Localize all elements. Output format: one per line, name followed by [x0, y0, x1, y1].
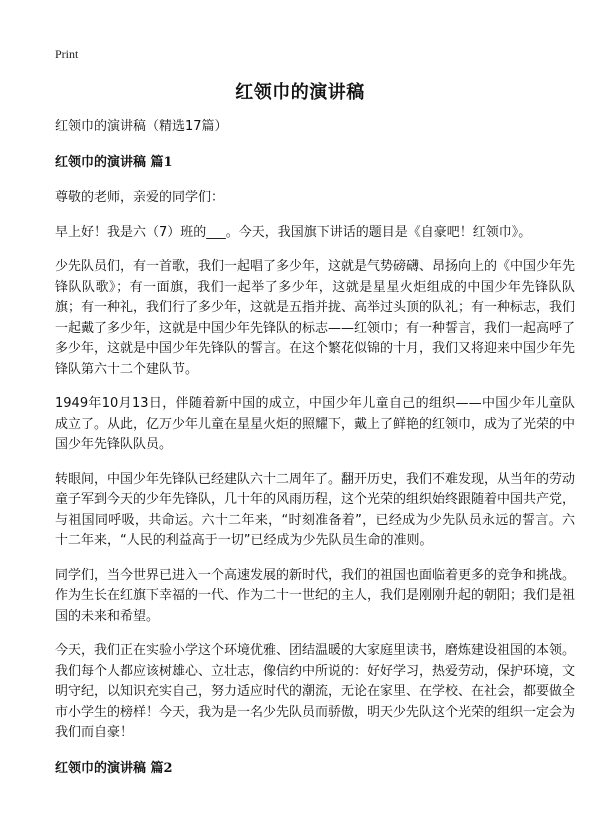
- page-title: 红领巾的演讲稿: [235, 82, 365, 103]
- section-heading-1: 红领巾的演讲稿 篇1: [55, 155, 173, 170]
- print-link[interactable]: Print: [55, 47, 79, 61]
- paragraph-1: 早上好！我是六（7）班的___。今天，我国旗下讲话的题目是《自豪吧！红领巾》。: [55, 224, 532, 240]
- section-heading-2: 红领巾的演讲稿 篇2: [55, 760, 173, 776]
- document-body: [55, 116, 575, 794]
- paragraph-6: 今天，我们正在实验小学这个环境优雅、团结温暖的大家庭里读书，磨炼建设祖国的本领。我们每个人都应该树雄心、立壮志，像信约中所说的：好好学习，热爱劳动，保护环境，文明守纪，以知识充实自己，努力适应时代的潮流，无论在家里、在学校、在社会，都要做全市小学生的榜样！今天，我为是一名少先队员而骄傲，明天少先队这个光荣的组织一定会为我们而自豪！: [55, 643, 576, 740]
- paragraph-4: 转眼间，中国少年先锋队已经建队六十二周年了。翻开历史，我们不难发现，从当年的劳动童子军到今天的少年先锋队，几十年的风雨历程，这个光荣的组织始终跟随着中国共产党，与祖国同呼吸，共命运。六十二年来，“时刻准备着”，已经成为少先队员永远的誓言。六十二年来，“人民的利益高于一切”已经成为少先队员生命的准则。: [55, 471, 576, 548]
- paragraph-3: 1949年10月13日，伴随着新中国的成立，中国少年儿童自己的组织——中国少年儿童队成立了。从此，亿万少年儿童在星星火炬的照耀下，戴上了鲜艳的红领巾，成为了光荣的中国少年先锋队队员。: [55, 396, 576, 452]
- greeting-paragraph: 尊敬的老师，亲爱的同学们：: [55, 190, 225, 205]
- paragraph-2: 少先队员们，有一首歌，我们一起唱了多少年，这就是气势磅礴、昂扬向上的《中国少年先锋队队歌》；有一面旗，我们一起举了多少年，这就是星星火炬组成的中国少年先锋队队旗；有一种礼，我们行了多少年，这就是五指并拢、高举过头顶的队礼；有一种标志，我们一起戴了多少年，这就是中国少年先锋队的标志——红领巾；有一种誓言，我们一起高呼了多少年，这就是中国少年先锋队的誓言。在这个繁花似锦的十月，我们又将迎来中国少年先锋队第六十二个建队节。: [55, 259, 576, 377]
- document-subtitle: 红领巾的演讲稿（精选17篇）: [55, 119, 228, 134]
- paragraph-5: 同学们，当今世界已进入一个高速发展的新时代，我们的祖国也面临着更多的竞争和挑战。作为生长在红旗下幸福的一代、作为二十一世纪的主人，我们是刚刚升起的朝阳；我们是祖国的未来和希望。: [55, 567, 576, 624]
